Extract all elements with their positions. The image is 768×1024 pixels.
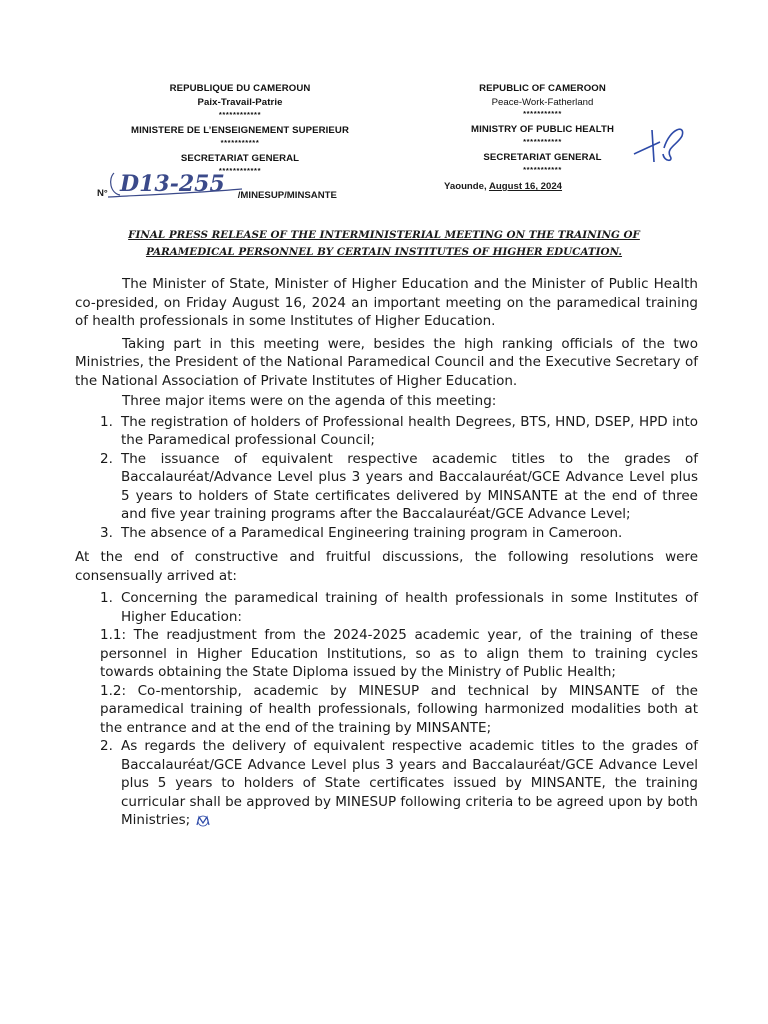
header-left (95, 82, 385, 180)
paragraph: At the end of constructive and fruitful discussions, the following resolutions were consensually arrived at: (75, 549, 698, 584)
date-place: Yaounde, (444, 181, 487, 192)
list-item (75, 524, 698, 543)
header-right-secretariat: SECRETARIAT GENERAL (483, 152, 602, 163)
header-left-secretariat: SECRETARIAT GENERAL (180, 153, 300, 164)
document-title (80, 227, 688, 261)
handwritten-number-text: D13-255 (119, 171, 225, 197)
signature-mark (630, 118, 690, 170)
resolution-list (75, 737, 698, 830)
header-right-motto: Peace-Work-Fatherland (491, 97, 594, 108)
initials-icon (195, 815, 211, 827)
date-line (444, 181, 562, 192)
list-item-number: 1. (100, 590, 113, 606)
list-item-text: The registration of holders of Professional health Degrees, BTS, HND, DSEP, HPD into the Paramedical professional Council; (121, 413, 698, 448)
header-left-stars: *********** (220, 138, 260, 147)
paragraph: The Minister of State, Minister of Higher Education and the Minister of Public Health co-presided, on Friday August 16, 2024 an important meeting on the paramedical training of health professionals in some Institutes of Higher Education. (75, 276, 698, 329)
list-item (75, 413, 698, 450)
header-left-country: REPUBLIQUE DU CAMEROUN (169, 83, 311, 94)
list-item-number: 1. (100, 413, 113, 430)
header-left-ministry: MINISTERE DE L’ENSEIGNEMENT SUPERIEUR (131, 125, 349, 136)
title-line: FINAL PRESS RELEASE OF THE INTERMINISTERIAL MEETING ON THE TRAINING OF (128, 229, 640, 241)
header-right-country: REPUBLIC OF CAMEROON (479, 83, 606, 94)
paragraph: Three major items were on the agenda of this meeting: (122, 393, 497, 409)
list-item-text: Concerning the paramedical training of health professionals in some Institutes of Higher Education: (121, 590, 698, 625)
header-right-stars: *********** (523, 137, 562, 146)
list-item (75, 737, 698, 830)
list-item-number: 3. (100, 524, 113, 541)
document-body (75, 275, 698, 830)
handwritten-reference (108, 171, 238, 199)
header-right (430, 82, 655, 179)
sub-resolution: 1.2: Co-mentorship, academic by MINESUP and technical by MINSANTE of the paramedical training of health professionals, following harmonized modalities both at the entrance and at the end of the training by MINSANTE; (100, 682, 698, 736)
title-line: PARAMEDICAL PERSONNEL BY CERTAIN INSTITUTES OF HIGHER EDUCATION. (145, 246, 623, 258)
list-item-text: The issuance of equivalent respective academic titles to the grades of Baccalauréat/Advance Level plus 3 years and Baccalauréat/GCE Advance Level plus 5 years to holders of State certificates delivered by MINSANTE at the end of three and five year training programs after the Baccalauréat/GCE Advance Level; (121, 450, 698, 522)
reference-suffix: /MINESUP/MINSANTE (237, 190, 337, 201)
signature-icon (630, 118, 690, 166)
list-item (75, 450, 698, 524)
list-item-number: 2. (100, 738, 113, 754)
header-right-ministry: MINISTRY OF PUBLIC HEALTH (470, 124, 615, 135)
paragraph: Taking part in this meeting were, besides the high ranking officials of the two Ministries, the President of the National Paramedical Council and the Executive Secretary of the National Association of Private Institutes of Higher Education. (75, 335, 698, 389)
header-right-stars: *********** (523, 109, 562, 118)
reference-number (97, 171, 337, 201)
resolution-list (75, 589, 698, 626)
header-left-stars: ************ (218, 110, 262, 119)
header-right-stars: *********** (523, 165, 562, 174)
reference-prefix: N° (97, 188, 108, 199)
header-left-stars: ************ (218, 166, 262, 175)
handwritten-number-icon (106, 167, 246, 201)
list-item-number: 2. (100, 450, 113, 467)
list-item (75, 589, 698, 626)
date-value: August 16, 2024 (488, 181, 563, 192)
initials-mark (195, 814, 211, 826)
sub-resolution: 1.1: The readjustment from the 2024-2025 academic year, of the training of these personnel in Higher Education Institutions, so as to align them to training cycles towards obtaining the State Diploma issued by the Ministry of Public Health; (100, 627, 698, 680)
list-item-text: As regards the delivery of equivalent respective academic titles to the grades of Baccalauréat/GCE Advance Level plus 3 years and Baccalauréat/GCE Advance Level plus 5 years to holders of State certificates issued by MINSANTE, the training curricular shall be approved by MINESUP following criteria to be agreed upon by both Ministries; (121, 738, 698, 828)
header-left-motto: Paix-Travail-Patrie (197, 97, 283, 108)
agenda-list (75, 413, 698, 543)
list-item-text: The absence of a Paramedical Engineering training program in Cameroon. (121, 524, 623, 541)
